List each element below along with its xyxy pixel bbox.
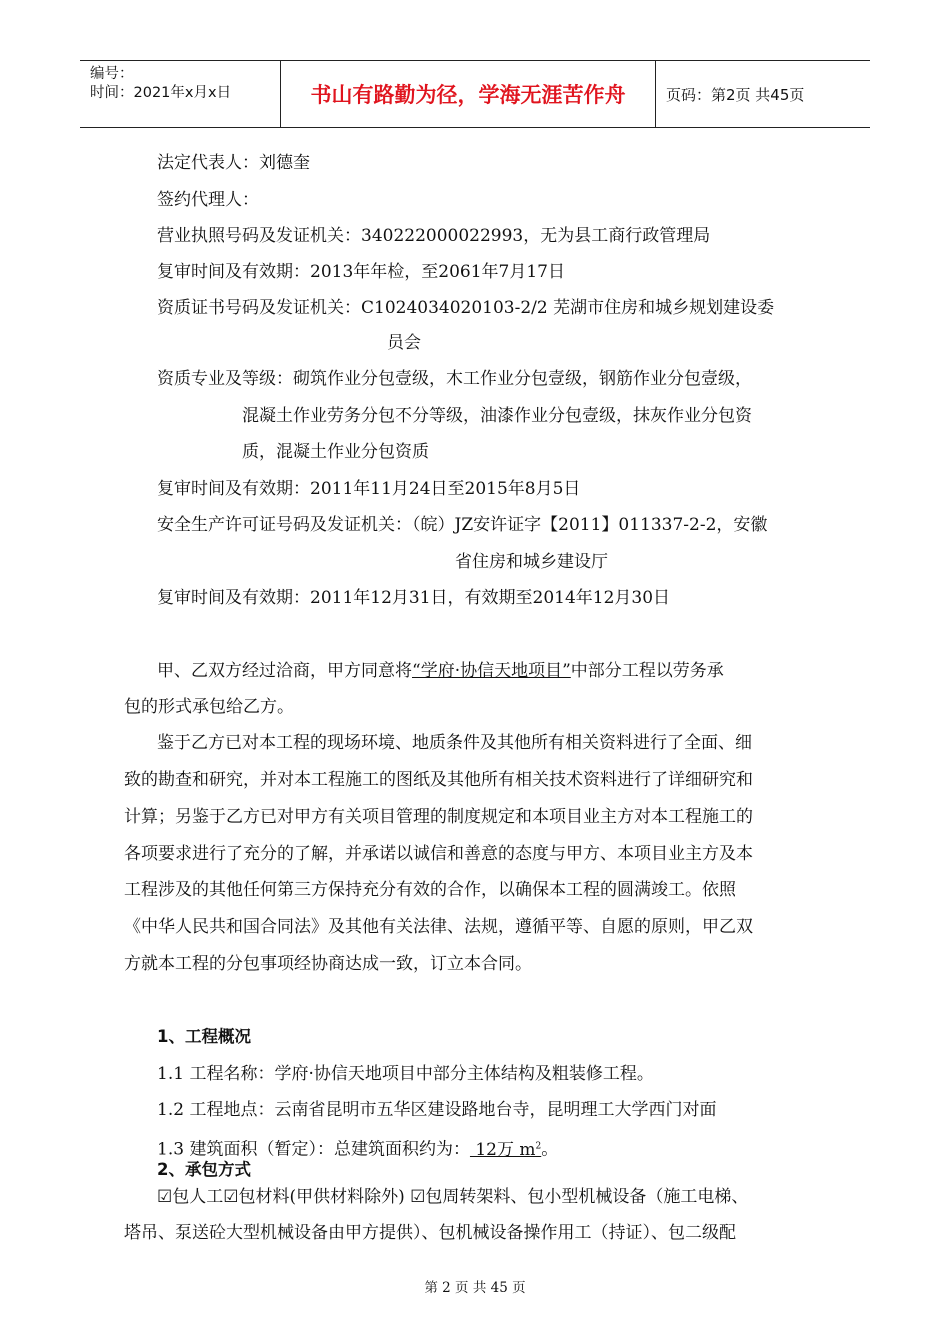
recital-line-7: 方就本工程的分包事项经协商达成一致，订立本合同。 <box>124 954 532 974</box>
project-name-item: 1.1 工程名称：学府·协信天地项目中部分主体结构及粗装修工程。 <box>157 1064 654 1084</box>
page-header <box>80 60 870 128</box>
safety-permit-line-2: 省住房和城乡建设厅 <box>455 552 608 572</box>
contract-mode-line-1: ☑包人工☑包材料(甲供材料除外) ☑包周转架料、包小型机械设备（施工电梯、 <box>157 1187 749 1207</box>
review-validity-1: 复审时间及有效期：2013年年检，至2061年7月17日 <box>157 262 565 282</box>
agreement-paragraph-line-2: 包的形式承包给乙方。 <box>124 697 294 717</box>
review-validity-2: 复审时间及有效期：2011年11月24日至2015年8月5日 <box>157 479 581 499</box>
agreement-continuation: 中部分工程以劳务承 <box>570 661 724 681</box>
area-unit-superscript: 2 <box>535 1141 542 1151</box>
header-motto: 书山有路勤为径，学海无涯苦作舟 <box>280 61 656 127</box>
signing-agent: 签约代理人： <box>157 190 259 210</box>
recital-line-1: 鉴于乙方已对本工程的现场环境、地质条件及其他所有相关资料进行了全面、细 <box>157 733 752 753</box>
project-location-item: 1.2 工程地点：云南省昆明市五华区建设路地台寺，昆明理工大学西门对面 <box>157 1100 717 1120</box>
legal-representative: 法定代表人：刘德奎 <box>157 153 310 173</box>
building-area-label: 1.3 建筑面积（暂定）：总建筑面积约为： <box>157 1139 470 1160</box>
document-number-label: 编号： <box>90 66 134 82</box>
recital-line-3: 计算；另鉴于乙方已对甲方有关项目管理的制度规定和本项目业主方对本工程施工的 <box>124 807 753 827</box>
recital-line-4: 各项要求进行了充分的了解，并承诺以诚信和善意的态度与甲方、本项目业主方及本 <box>124 844 753 864</box>
document-time-label: 时间：2021年x月x日 <box>90 85 232 101</box>
safety-permit-line-1: 安全生产许可证号码及发证机关：（皖）JZ安许证字【2011】011337-2-2，安徽 <box>157 515 768 535</box>
qualification-cert-line-1: 资质证书号码及发证机关：C1024034020103-2/2 芜湖市住房和城乡规划建设委 <box>157 298 775 318</box>
business-license: 营业执照号码及发证机关：340222000022993，无为县工商行政管理局 <box>157 226 711 246</box>
recital-line-5: 工程涉及的其他任何第三方保持充分有效的合作，以确保本工程的圆满竣工。依照 <box>124 880 736 900</box>
project-name-underlined: “学府·协信天地项目” <box>412 661 571 681</box>
section-2-title: 2、承包方式 <box>157 1160 251 1179</box>
page-footer: 第 2 页 共 45 页 <box>424 1280 526 1296</box>
section-1-title: 1、工程概况 <box>157 1027 251 1046</box>
qualification-level-line-3: 质，混凝土作业分包资质 <box>242 442 429 462</box>
agreement-intro: 甲、乙双方经过洽商，甲方同意将 <box>157 661 412 681</box>
header-left-cell <box>80 61 280 127</box>
qualification-level-line-1: 资质专业及等级：砌筑作业分包壹级，木工作业分包壹级，钢筋作业分包壹级， <box>157 369 752 389</box>
agreement-paragraph-line-1 <box>157 660 724 682</box>
header-page-info: 页码：第2页 共45页 <box>666 85 805 104</box>
building-area-number: 12万 m <box>469 1139 536 1160</box>
building-area-item <box>157 1135 558 1161</box>
building-area-end: 。 <box>541 1139 559 1160</box>
qualification-level-line-2: 混凝土作业劳务分包不分等级，油漆作业分包壹级，抹灰作业分包资 <box>242 406 752 426</box>
recital-line-2: 致的勘查和研究，并对本工程施工的图纸及其他所有相关技术资料进行了详细研究和 <box>124 770 753 790</box>
review-validity-3: 复审时间及有效期：2011年12月31日，有效期至2014年12月30日 <box>157 588 671 608</box>
qualification-cert-line-2: 员会 <box>387 333 421 353</box>
contract-mode-line-2: 塔吊、泵送砼大型机械设备由甲方提供）、包机械设备操作用工（持证）、包二级配 <box>124 1223 736 1243</box>
building-area-value <box>470 1140 541 1160</box>
recital-line-6: 《中华人民共和国合同法》及其他有关法律、法规，遵循平等、自愿的原则，甲乙双 <box>124 917 753 937</box>
